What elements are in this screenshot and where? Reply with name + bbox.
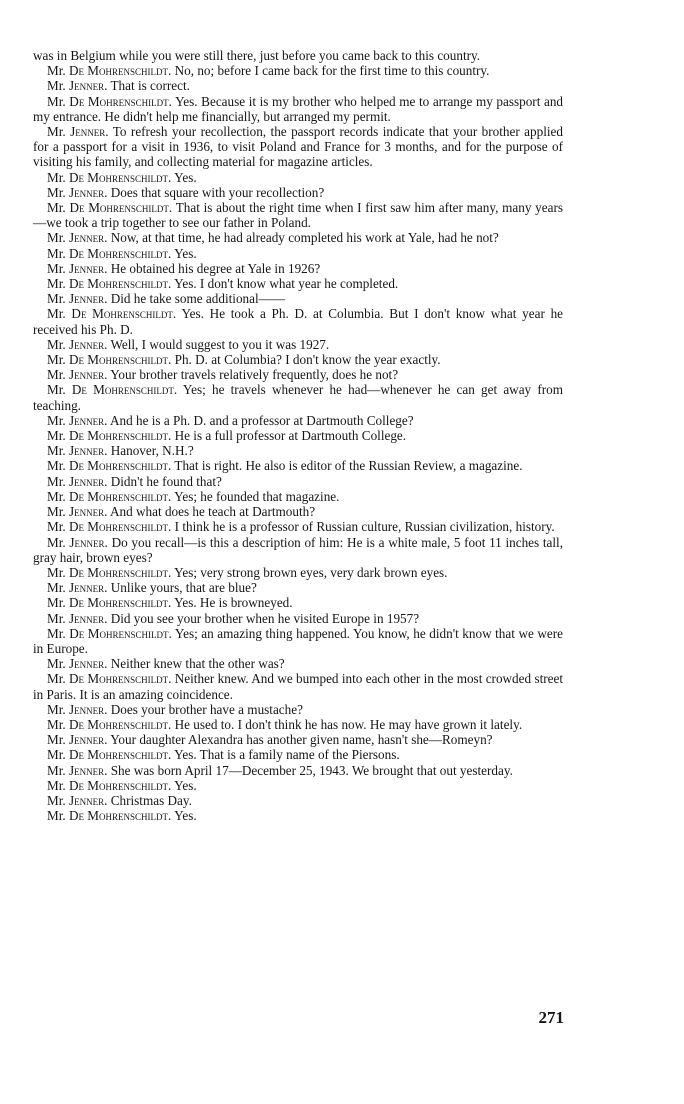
paragraph-text: He is a full professor at Dartmouth College.	[174, 428, 407, 444]
speaker-name: Jenner.	[68, 580, 108, 596]
testimony-paragraph	[33, 124, 563, 170]
speaker-title: Mr.	[47, 336, 66, 352]
paragraph-text: Now, at that time, he had already completed his work at Yale, had he not?	[110, 230, 499, 246]
speaker-title: Mr.	[47, 230, 66, 246]
speaker-name: Jenner.	[68, 260, 108, 276]
paragraph-text: He used to. I don't think he has now. He may have grown it lately.	[174, 716, 523, 732]
testimony-paragraph	[33, 626, 563, 656]
paragraph-text: Yes; he travels whenever he had—whenever he can get away from teaching.	[33, 382, 563, 413]
testimony-paragraph	[33, 170, 563, 185]
testimony-paragraph	[33, 382, 563, 412]
paragraph-text: Yes; very strong brown eyes, very dark brown eyes.	[174, 564, 448, 580]
speaker-name: Jenner.	[68, 701, 108, 717]
speaker-name: De Mohrenschildt.	[71, 306, 177, 322]
speaker-title: Mr.	[47, 671, 66, 687]
speaker-name: De Mohrenschildt.	[68, 808, 172, 824]
paragraph-text: Yes. I don't know what year he completed.	[174, 276, 399, 292]
speaker-name: De Mohrenschildt.	[68, 276, 172, 292]
paragraph-text: Yes. He is browneyed.	[174, 595, 293, 611]
speaker-title: Mr.	[47, 352, 66, 368]
testimony-paragraph	[33, 261, 563, 276]
speaker-title: Mr.	[47, 63, 66, 79]
testimony-paragraph	[33, 352, 563, 367]
speaker-name: De Mohrenschildt.	[69, 671, 172, 687]
testimony-paragraph	[33, 747, 563, 762]
speaker-name: De Mohrenschildt.	[68, 747, 172, 763]
paragraph-text: Do you recall—is this a description of him: He is a white male, 5 foot 11 inches tall, gray hair, brown eyes?	[33, 534, 564, 565]
testimony-paragraph	[33, 78, 563, 93]
paragraph-text: Did he take some additional——	[110, 291, 286, 307]
speaker-title: Mr.	[47, 534, 66, 550]
speaker-name: De Mohrenschildt.	[68, 564, 172, 580]
paragraph-text: Yes.	[174, 245, 197, 261]
testimony-paragraph	[33, 48, 563, 63]
speaker-name: De Mohrenschildt.	[68, 488, 172, 504]
testimony-paragraph	[33, 246, 563, 261]
speaker-name: Jenner.	[68, 792, 108, 808]
testimony-paragraph	[33, 291, 563, 306]
speaker-name: Jenner.	[70, 124, 109, 140]
paragraph-text: Unlike yours, that are blue?	[110, 580, 257, 596]
speaker-name: De Mohrenschildt.	[68, 352, 172, 368]
speaker-name: De Mohrenschildt.	[68, 169, 172, 185]
paragraph-text: Neither knew. And we bumped into each other in the most crowded street in Paris. It is an amazing coincidence.	[33, 671, 563, 702]
speaker-title: Mr.	[47, 656, 66, 672]
testimony-paragraph	[33, 367, 563, 382]
paragraph-text: Yes; an amazing thing happened. You know, he didn't know that we were in Europe.	[33, 625, 563, 656]
paragraph-text: Does that square with your recollection?	[110, 184, 325, 200]
testimony-paragraph	[33, 474, 563, 489]
testimony-paragraph	[33, 793, 563, 808]
paragraph-text: Neither knew that the other was?	[110, 656, 285, 672]
speaker-title: Mr.	[47, 580, 66, 596]
speaker-title: Mr.	[47, 564, 66, 580]
speaker-name: De Mohrenschildt.	[69, 625, 172, 641]
paragraph-text: That is right. He also is editor of the Russian Review, a magazine.	[174, 458, 523, 474]
speaker-name: Jenner.	[68, 78, 108, 94]
speaker-title: Mr.	[47, 504, 66, 520]
speaker-title: Mr.	[47, 93, 66, 109]
speaker-name: Jenner.	[68, 291, 108, 307]
testimony-paragraph	[33, 535, 563, 565]
testimony-paragraph	[33, 413, 563, 428]
paragraph-text: Your brother travels relatively frequently, does he not?	[110, 367, 399, 383]
speaker-name: De Mohrenschildt.	[68, 63, 172, 79]
paragraph-text: To refresh your recollection, the passport records indicate that your brother applied for a passport for a visit in 1936, to visit Poland and France for 3 months, and for the purpose of visiting his family, and collecting material for magazine articles.	[33, 124, 564, 170]
testimony-paragraph	[33, 656, 563, 671]
paragraph-text: I think he is a professor of Russian culture, Russian civilization, history.	[174, 519, 555, 535]
speaker-name: Jenner.	[68, 184, 108, 200]
speaker-title: Mr.	[47, 519, 66, 535]
testimony-paragraph	[33, 565, 563, 580]
speaker-title: Mr.	[47, 792, 66, 808]
speaker-title: Mr.	[47, 458, 66, 474]
speaker-title: Mr.	[47, 595, 66, 611]
testimony-paragraph	[33, 595, 563, 610]
testimony-paragraph	[33, 717, 563, 732]
paragraph-text: Yes. That is a family name of the Piersons.	[174, 747, 400, 763]
testimony-text	[33, 48, 563, 823]
speaker-title: Mr.	[47, 184, 66, 200]
speaker-name: Jenner.	[68, 473, 108, 489]
testimony-paragraph	[33, 337, 563, 352]
speaker-name: Jenner.	[68, 610, 108, 626]
testimony-paragraph	[33, 519, 563, 534]
testimony-paragraph	[33, 230, 563, 245]
testimony-paragraph	[33, 778, 563, 793]
testimony-paragraph	[33, 306, 563, 336]
speaker-title: Mr.	[47, 762, 66, 778]
speaker-title: Mr.	[47, 276, 66, 292]
paragraph-text: Your daughter Alexandra has another given name, hasn't she—Romeyn?	[110, 732, 493, 748]
speaker-name: De Mohrenschildt.	[69, 93, 172, 109]
speaker-title: Mr.	[47, 245, 66, 261]
speaker-title: Mr.	[47, 473, 66, 489]
speaker-name: Jenner.	[68, 230, 108, 246]
speaker-title: Mr.	[47, 428, 66, 444]
speaker-name: Jenner.	[68, 443, 108, 459]
testimony-paragraph	[33, 671, 563, 701]
paragraph-text: Yes.	[174, 808, 197, 824]
speaker-title: Mr.	[47, 260, 66, 276]
paragraph-text: was in Belgium while you were still there, just before you came back to this country.	[33, 48, 481, 63]
paragraph-text: Christmas Day.	[110, 792, 192, 808]
paragraph-text: He obtained his degree at Yale in 1926?	[110, 260, 321, 276]
speaker-title: Mr.	[47, 124, 66, 140]
speaker-name: Jenner.	[68, 504, 108, 520]
paragraph-text: Did you see your brother when he visited Europe in 1957?	[110, 610, 420, 626]
paragraph-text: And he is a Ph. D. and a professor at Dartmouth College?	[110, 412, 414, 428]
testimony-paragraph	[33, 458, 563, 473]
testimony-paragraph	[33, 580, 563, 595]
speaker-title: Mr.	[47, 777, 66, 793]
speaker-title: Mr.	[47, 169, 66, 185]
testimony-paragraph	[33, 200, 563, 230]
testimony-paragraph	[33, 763, 563, 778]
testimony-paragraph	[33, 702, 563, 717]
speaker-name: Jenner.	[68, 367, 108, 383]
speaker-title: Mr.	[47, 625, 66, 641]
speaker-title: Mr.	[47, 412, 66, 428]
testimony-paragraph	[33, 443, 563, 458]
speaker-name: De Mohrenschildt.	[68, 519, 172, 535]
speaker-title: Mr.	[47, 367, 66, 383]
speaker-name: Jenner.	[68, 732, 108, 748]
paragraph-text: Yes.	[174, 169, 197, 185]
speaker-name: De Mohrenschildt.	[68, 458, 172, 474]
testimony-paragraph	[33, 611, 563, 626]
testimony-paragraph	[33, 428, 563, 443]
speaker-name: De Mohrenschildt.	[68, 716, 172, 732]
speaker-title: Mr.	[47, 610, 66, 626]
speaker-title: Mr.	[47, 382, 66, 398]
paragraph-text: Hanover, N.H.?	[110, 443, 194, 459]
paragraph-text: Well, I would suggest to you it was 1927.	[110, 336, 330, 352]
speaker-name: De Mohrenschildt.	[68, 777, 172, 793]
speaker-title: Mr.	[47, 732, 66, 748]
speaker-name: Jenner.	[68, 336, 108, 352]
testimony-paragraph	[33, 276, 563, 291]
speaker-title: Mr.	[47, 291, 66, 307]
paragraph-text: That is about the right time when I first saw him after many, many years—we took a trip together to see our father in Poland.	[33, 200, 563, 231]
testimony-paragraph	[33, 504, 563, 519]
speaker-name: Jenner.	[68, 412, 108, 428]
paragraph-text: Ph. D. at Columbia? I don't know the year exactly.	[174, 352, 441, 368]
speaker-name: Jenner.	[68, 656, 108, 672]
speaker-title: Mr.	[47, 306, 66, 322]
testimony-paragraph	[33, 63, 563, 78]
speaker-name: De Mohrenschildt.	[68, 428, 172, 444]
page-number: 271	[538, 1008, 564, 1027]
speaker-name: De Mohrenschildt.	[68, 245, 172, 261]
paragraph-text: Yes; he founded that magazine.	[174, 488, 340, 504]
speaker-name: De Mohrenschildt.	[71, 382, 178, 398]
testimony-paragraph	[33, 94, 563, 124]
paragraph-text: Yes. Because it is my brother who helped me to arrange my passport and my entrance. He didn't help me financially, but arranged my permit.	[33, 93, 564, 124]
speaker-title: Mr.	[47, 200, 66, 216]
paragraph-text: And what does he teach at Dartmouth?	[110, 504, 316, 520]
paragraph-text: Yes.	[174, 777, 197, 793]
paragraph-text: That is correct.	[110, 78, 190, 94]
speaker-name: De Mohrenschildt.	[69, 200, 173, 216]
paragraph-text: She was born April 17—December 25, 1943. We brought that out yesterday.	[110, 762, 513, 778]
speaker-title: Mr.	[47, 488, 66, 504]
paragraph-text: Yes. He took a Ph. D. at Columbia. But I don't know what year he received his Ph. D.	[33, 306, 564, 337]
paragraph-text: Does your brother have a mustache?	[110, 701, 303, 717]
paragraph-text: No, no; before I came back for the first time to this country.	[174, 63, 490, 79]
speaker-name: De Mohrenschildt.	[68, 595, 172, 611]
testimony-paragraph	[33, 732, 563, 747]
testimony-paragraph	[33, 489, 563, 504]
speaker-name: Jenner.	[69, 534, 108, 550]
speaker-title: Mr.	[47, 78, 66, 94]
speaker-name: Jenner.	[68, 762, 108, 778]
speaker-title: Mr.	[47, 701, 66, 717]
speaker-title: Mr.	[47, 808, 66, 824]
testimony-paragraph	[33, 185, 563, 200]
paragraph-text: Didn't he found that?	[110, 473, 222, 489]
speaker-title: Mr.	[47, 747, 66, 763]
testimony-paragraph	[33, 808, 563, 823]
speaker-title: Mr.	[47, 443, 66, 459]
speaker-title: Mr.	[47, 716, 66, 732]
